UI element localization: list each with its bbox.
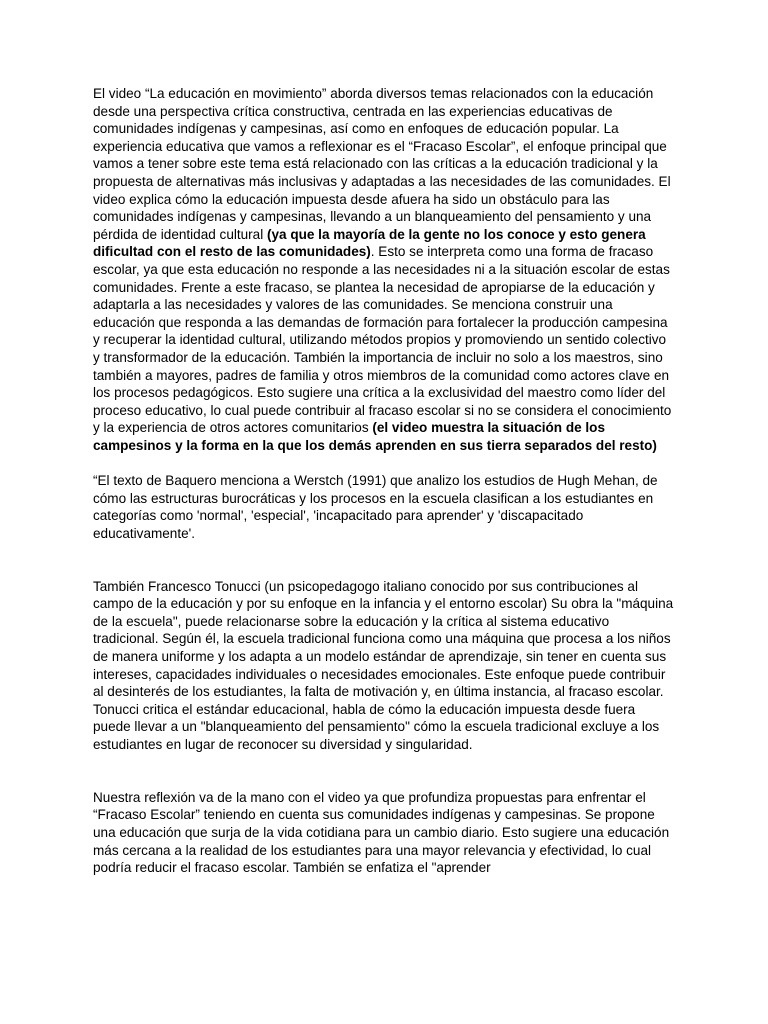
- paragraph-text: . Esto se interpreta como una forma de fracaso escolar, ya que esta educación no responde a las necesidades ni a la situación escolar de estas comunidades. Frente a este fracaso, se plantea la necesidad de apropiarse de la educación y adaptarla a las necesidades y valores de las comunidades. Se menciona construir una educación que responda a las demandas de formación para fortalecer la producción campesina y recuperar la identidad cultural, utilizando métodos propios y promoviendo un sentido colectivo y transformador de la educación. También la importancia de incluir no solo a los maestros, sino también a mayores, padres de familia y otros miembros de la comunidad como actores clave en los procesos pedagógicos. Esto sugiere una crítica a la exclusividad del maestro como líder del proceso educativo, lo cual puede contribuir al fracaso escolar si no se considera el conocimiento y la experiencia de otros actores comunitarios: [93, 244, 672, 436]
- paragraph-spacer: [93, 454, 675, 472]
- paragraph-tonucci: También Francesco Tonucci (un psicopedagogo italiano conocido por sus contribuciones al campo de la educación y por su enfoque en la infancia y el entorno escolar) Su obra la "máquina de la escuela", puede relacionarse sobre la educación y la crítica al sistema educativo tradicional. Según él, la escuela tradicional funciona como una máquina que procesa a los niños de manera uniforme y los adapta a un modelo estándar de aprendizaje, sin tener en cuenta sus intereses, capacidades individuales o necesidades emocionales. Este enfoque puede contribuir al desinterés de los estudiantes, la falta de motivación y, en última instancia, al fracaso escolar. Tonucci critica el estándar educacional, habla de cómo la educación impuesta desde fuera puede llevar a un "blanqueamiento del pensamiento" cómo la escuela tradicional excluye a los estudiantes en lugar de reconocer su diversidad y singularidad.: [93, 578, 674, 752]
- paragraph-video-analysis: [93, 85, 675, 454]
- paragraph-spacer: [93, 542, 675, 577]
- paragraph-baquero: “El texto de Baquero menciona a Werstch (1991) que analizo los estudios de Hugh Mehan, de cómo las estructuras burocráticas y los procesos en la escuela clasifican a los estudiantes en categorías como 'normal', 'especial', 'incapacitado para aprender' y 'discapacitado educativamente'.: [93, 473, 658, 541]
- paragraph-spacer: [93, 754, 675, 789]
- bold-note: (el video muestra la situación de los campesinos y la forma en la que los demás aprenden en sus tierra separados del resto): [93, 420, 657, 453]
- paragraph-text: El video “La educación en movimiento” aborda diversos temas relacionados con la educación desde una perspectiva crítica constructiva, centrada en las experiencias educativas de comunidades indígenas y campesinas, así como en enfoques de educación popular. La experiencia educativa que vamos a reflexionar es el “Fracaso Escolar”, el enfoque principal que vamos a tener sobre este tema está relacionado con las críticas a la educación tradicional y la propuesta de alternativas más inclusivas y adaptadas a las necesidades de las comunidades. El video explica cómo la educación impuesta desde afuera ha sido un obstáculo para las comunidades indígenas y campesinas, llevando a un blanqueamiento del pensamiento y una pérdida de identidad cultural: [93, 86, 671, 242]
- paragraph-reflection: Nuestra reflexión va de la mano con el video ya que profundiza propuestas para enfrentar el “Fracaso Escolar” teniendo en cuenta sus comunidades indígenas y campesinas. Se propone una educación que surja de la vida cotidiana para un cambio diario. Esto sugiere una educación más cercana a la realidad de los estudiantes para una mayor relevancia y efectividad, lo cual podría reducir el fracaso escolar. También se enfatiza el "aprender: [93, 789, 670, 876]
- document-page: [93, 85, 675, 877]
- bold-note: (ya que la mayoría de la gente no los conoce y esto genera dificultad con el resto de las comunidades): [93, 226, 646, 260]
